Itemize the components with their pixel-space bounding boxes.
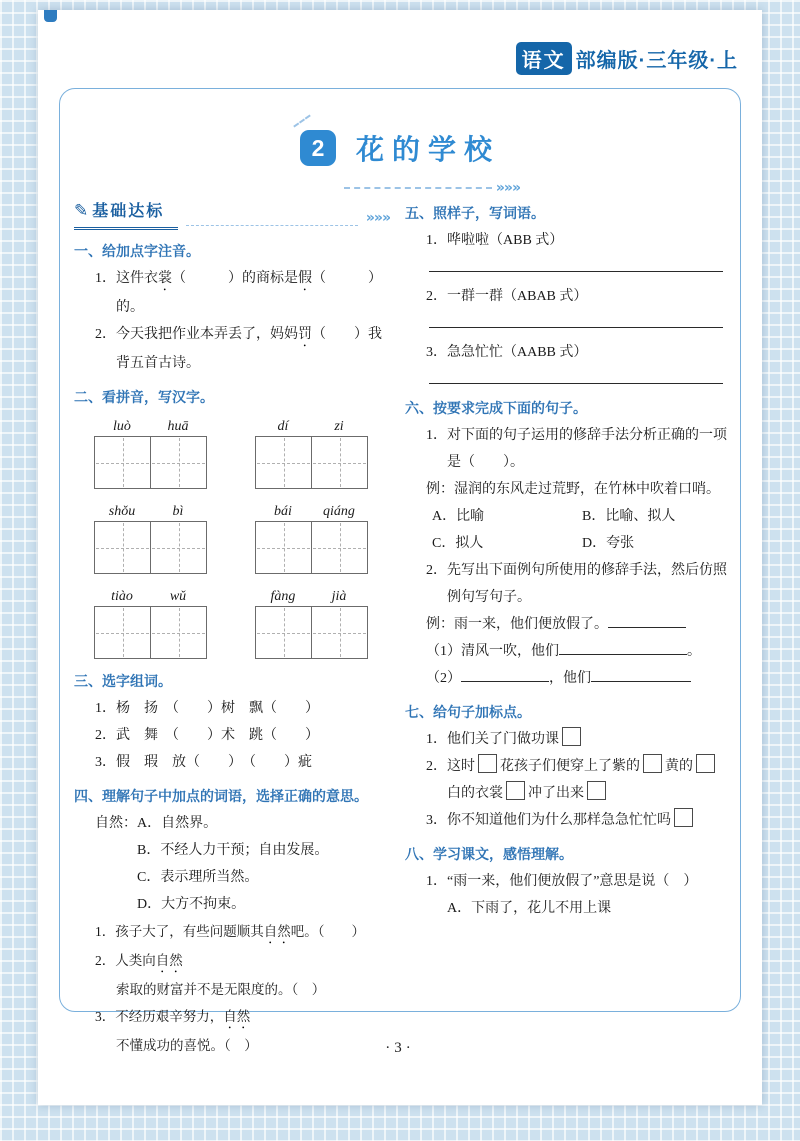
exercise-item: 1．“雨一来，他们便放假了”意思是说（ ） [426,874,698,889]
arrow-decoration: »»» [365,210,390,226]
exercise-item: 1．这件衣裳（ ）的商标是假（ ）的。 [95,271,382,315]
exercise-item: 1．杨 扬 （ ）树 飘（ ） [95,701,319,716]
pinyin-label: tiào wǔ [111,589,187,604]
page-header [516,42,738,75]
exercise-item: 3．急急忙忙（AABB 式） [426,345,588,360]
exercise-item: 2．一群一群（ABAB 式） [426,289,588,304]
answer-line [429,366,723,384]
section-1-title: 一、给加点字注音。 [74,243,200,259]
punctuation-box [478,754,497,773]
emphasized-word: 自然 [155,953,183,968]
fill-in-line: （2） ，他们 [426,665,727,692]
left-column [74,200,390,1059]
section-6-title: 六、按要求完成下面的句子。 [405,400,587,416]
lesson-title [38,128,762,168]
exercise-item: 1．哗啦啦（ABB 式） [426,233,564,248]
pencil-icon: ✎ [74,201,89,221]
definition-line: C．表示理所当然。 [137,870,259,885]
punctuation-box [587,781,606,800]
example-sentence: 例：雨一来，他们便放假了。 [426,611,727,638]
pinyin-label: bái qiáng [274,504,355,519]
answer-line [429,310,723,328]
section-badge [74,200,390,230]
corner-mark [44,10,57,22]
arrow-decoration: »»» [495,180,520,196]
lesson-number-badge: 2 [300,130,336,166]
title-underline-decoration [344,180,520,196]
fill-in-line: （1）清风一吹，他们 。 [426,638,727,665]
pinyin-label: dí zi [277,419,344,434]
definition-line: D．大方不拘束。 [137,897,246,912]
subject-badge: 语文 [516,42,572,75]
exercise-item: 1．他们关了门做功课 [426,726,727,753]
section-7-title: 七、给句子加标点。 [405,704,531,720]
exercise-item: 2．这时 花孩子们便穿上了紫的 黄的白的衣裳 冲了出来 [426,753,727,807]
writing-grid [94,436,207,489]
writing-grid [255,521,368,574]
writing-grid [255,606,368,659]
option-d: D．夸张 [582,536,635,551]
pinyin-label: fàng jià [270,589,347,604]
definition-line: B．不经人力干预；自由发展。 [137,843,329,858]
punctuation-box [506,781,525,800]
exercise-item: 3．假 瑕 放（ ） （ ）疵 [95,755,312,770]
title-dash-decoration [293,114,311,127]
exercise-item: 3．不经历艰辛努力，自然不懂成功的喜悦。（ ） [95,1009,258,1053]
exercise-item: 2．武 舞 （ ）术 跳（ ） [95,728,319,743]
exercise-item: 3．你不知道他们为什么那样急急忙忙吗 [426,807,727,834]
answer-blank [461,667,549,682]
emphasized-word: 自然 [263,924,291,939]
section-3-title: 三、选字组词。 [74,673,172,689]
option-row [432,503,727,530]
exercise-item: 1．对下面的句子运用的修辞手法分析正确的一项是（ ）。 [426,428,727,470]
lesson-title-text: 花的学校 [355,134,500,165]
right-column [405,200,727,922]
exercise-item: 2．先写出下面例句所使用的修辞手法，然后仿照例句写句子。 [426,563,727,605]
section-badge-label: 基础达标 [92,203,165,220]
option-b: B．比喻、拟人 [582,509,676,524]
emphasized-char: 假 [298,271,312,286]
section-2-title: 二、看拼音，写汉字。 [74,389,214,405]
pinyin-label: shǒu bì [108,504,184,519]
punctuation-box [562,727,581,746]
example-sentence: 例：湿润的东风走过荒野，在竹林中吹着口哨。 [426,482,720,497]
section-5-title: 五、照样子，写词语。 [405,205,545,221]
answer-blank [608,613,686,628]
definition-line: 自然：A．自然界。 [95,816,218,831]
section-4-title: 四、理解句子中加点的词语，选择正确的意思。 [74,788,368,804]
exercise-item: 2．人类向自然索取的财富并不是无限度的。（ ） [95,953,326,997]
punctuation-box [696,754,715,773]
section-8-title: 八、学习课文，感悟理解。 [405,846,573,862]
page-number: ·3· [385,1040,415,1056]
emphasized-word: 自然 [223,1009,251,1024]
punctuation-box [674,808,693,827]
punctuation-box [643,754,662,773]
exercise-item: 1．孩子大了，有些问题顺其自然吧。（ ） [95,924,365,939]
emphasized-char: 罚 [298,327,312,342]
pinyin-label: luò huā [113,419,189,434]
option-c: C．拟人 [432,536,484,551]
option-row [432,530,727,557]
writing-grid [94,521,207,574]
answer-blank [591,667,691,682]
pinyin-grid-row [74,498,390,574]
exercise-item: 2．今天我把作业本弄丢了，妈妈罚（ ）我背五首古诗。 [95,327,382,371]
emphasized-char: 裳 [158,271,172,286]
answer-blank [559,640,687,655]
answer-line [429,254,723,272]
edition-label: 部编版·三年级·上 [575,50,738,72]
option-a: A．比喻 [432,509,485,524]
writing-grid [255,436,368,489]
pinyin-grid-row [74,583,390,659]
option-a: A．下雨了，花儿不用上课 [447,901,612,916]
worksheet-page [38,10,762,1105]
writing-grid [94,606,207,659]
pinyin-grid-row [74,413,390,489]
badge-dash-decoration [186,225,358,226]
